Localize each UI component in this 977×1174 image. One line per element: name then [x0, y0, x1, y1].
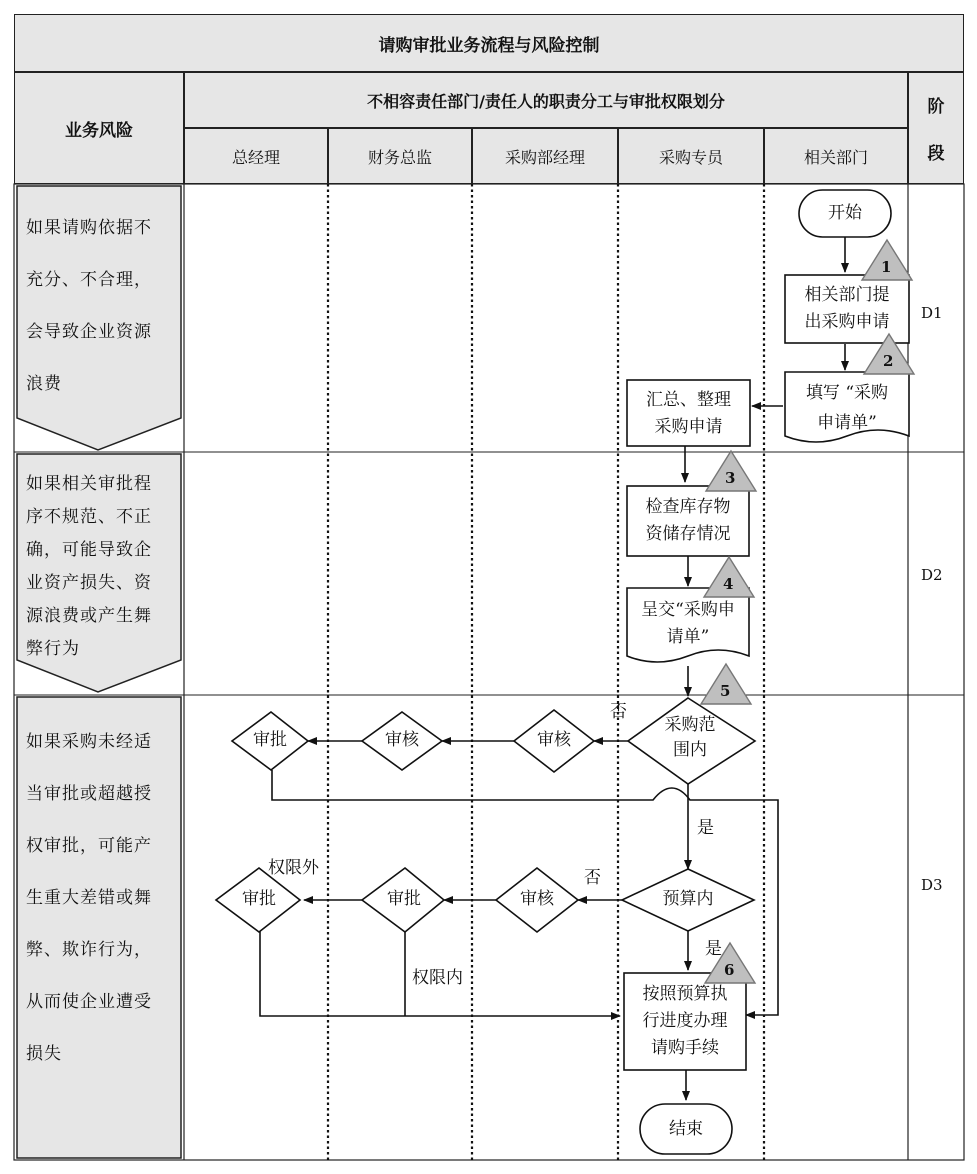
text-line: 呈交“采购申	[641, 600, 735, 620]
phase-label-d2: D2	[921, 566, 943, 584]
risk-line: 如果采购未经适	[26, 732, 152, 752]
phase-label-d1: D1	[921, 304, 943, 322]
edge-label-yes-scope: 是	[697, 818, 714, 838]
process-purchase-label	[624, 981, 746, 1062]
risk-line: 从而使企业遭受	[26, 992, 152, 1012]
risk-line: 序不规范、不正	[26, 507, 152, 527]
review-c-label: 审核	[520, 889, 554, 909]
start-label: 开始	[828, 203, 862, 223]
collect-requests-label	[627, 387, 750, 441]
text-line: 围内	[673, 740, 707, 760]
purchase-scope-label	[640, 713, 740, 763]
text-line: 请单”	[666, 627, 710, 647]
check-inventory-label	[627, 494, 749, 548]
edge-label-no-budget: 否	[584, 868, 601, 888]
role-header-related-department: 相关部门	[764, 128, 908, 184]
control-marker-4: 4	[723, 575, 734, 593]
risk-line: 业资产损失、资	[26, 573, 152, 593]
approve-c-label: 审批	[242, 889, 276, 909]
text-line: 出采购申请	[804, 312, 890, 332]
edge-label-yes-budget: 是	[705, 939, 722, 959]
control-marker-3: 3	[725, 469, 736, 487]
edge-label-no-scope: 否	[610, 702, 627, 722]
risk-line: 源浪费或产生舞	[26, 606, 152, 626]
phase-label-d3: D3	[921, 876, 943, 894]
risk-text-d1	[26, 202, 152, 410]
control-marker-2: 2	[883, 352, 894, 370]
review-a-label: 审核	[537, 730, 571, 750]
text-line: 采购范	[664, 715, 716, 735]
text-line: 行进度办理	[642, 1011, 728, 1031]
control-marker-1: 1	[881, 258, 892, 276]
risk-line: 生重大差错或舞	[26, 888, 152, 908]
role-header-purchasing-manager: 采购部经理	[472, 128, 618, 184]
risk-line: 弊行为	[26, 639, 80, 659]
risk-line: 会导致企业资源	[26, 322, 152, 342]
risk-line: 确，可能导致企	[26, 540, 152, 560]
risk-line: 浪费	[26, 374, 62, 394]
text-line: 采购申请	[654, 417, 723, 437]
risk-text-d2	[26, 468, 152, 666]
text-line: 汇总、整理	[646, 390, 731, 410]
risk-column-header: 业务风险	[14, 72, 184, 184]
text-line: 资储存情况	[645, 524, 731, 544]
risk-line: 充分、不合理，	[26, 270, 152, 290]
phase-header-char-1: 阶	[927, 97, 945, 117]
role-header-general-manager: 总经理	[184, 128, 328, 184]
text-line: 请购手续	[651, 1038, 719, 1058]
risk-line: 当审批或超越授	[26, 784, 152, 804]
diagram-title: 请购审批业务流程与风险控制	[14, 14, 964, 72]
fill-form-label	[785, 378, 909, 438]
submit-request-label	[785, 282, 909, 336]
approve-b-label: 审批	[387, 889, 421, 909]
edge-label-inside-authority: 权限内	[412, 968, 463, 988]
present-form-label	[627, 597, 749, 651]
budget-label: 预算内	[662, 889, 714, 909]
risk-line: 损失	[26, 1044, 62, 1064]
role-header-finance-director: 财务总监	[328, 128, 472, 184]
edge-label-outside-authority: 权限外	[268, 858, 319, 878]
text-line: 相关部门提	[804, 285, 890, 305]
risk-line: 如果请购依据不	[26, 218, 152, 238]
text-line: 按照预算执	[642, 984, 728, 1004]
text-line: 申请单”	[817, 413, 877, 433]
division-header: 不相容责任部门/责任人的职责分工与审批权限划分	[184, 72, 908, 128]
risk-text-d3	[26, 716, 152, 1080]
control-marker-5: 5	[720, 682, 731, 700]
risk-line: 弊、欺诈行为，	[26, 940, 152, 960]
text-line: 填写 “采购	[805, 383, 889, 403]
role-header-purchasing-specialist: 采购专员	[618, 128, 764, 184]
text-line: 检查库存物	[645, 497, 731, 517]
risk-line: 如果相关审批程	[26, 474, 152, 494]
risk-line: 权审批，可能产	[26, 836, 152, 856]
control-marker-6: 6	[724, 961, 735, 979]
review-b-label: 审核	[385, 730, 419, 750]
end-label: 结束	[669, 1119, 703, 1139]
approve-a-label: 审批	[253, 730, 287, 750]
phase-header-char-2: 段	[927, 144, 945, 164]
